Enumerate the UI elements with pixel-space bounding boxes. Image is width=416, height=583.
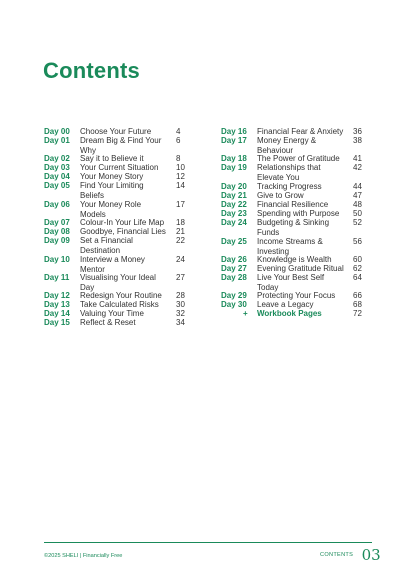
toc-page: 42 [353,163,362,172]
toc-page: 48 [353,200,362,209]
toc-page: 4 [176,127,181,136]
toc-label: Dream Big & Find Your Why [80,136,162,155]
toc-day: Day 04 [44,172,70,181]
toc-label: Take Calculated Risks [80,300,159,309]
toc-page: 30 [176,300,185,309]
page-number: 03 [361,546,381,564]
toc-page: 17 [176,200,185,209]
toc-label: Redesign Your Routine [80,291,162,300]
toc-label: Protecting Your Focus [257,291,336,300]
toc-page: 52 [353,218,362,227]
toc-day: Day 28 [221,273,247,282]
toc-label: Interview a Money Mentor [80,255,145,274]
toc-label: Financial Resilience [257,200,329,209]
toc-day: Day 11 [44,273,70,282]
footer-section-label: CONTENTS [320,552,354,558]
toc-page: 56 [353,237,362,246]
toc-label: Say it to Believe it [80,154,144,163]
toc-day: Day 15 [44,318,70,327]
toc-day: Day 26 [221,255,247,264]
toc-day: Day 16 [221,127,247,136]
toc-day: Day 17 [221,136,247,145]
toc-page: 10 [176,163,185,172]
toc-page: 22 [176,236,185,245]
toc-day: Day 22 [221,200,247,209]
toc-label: Your Current Situation [80,163,159,172]
toc-label: Leave a Legacy [257,300,314,309]
toc-label: Colour-In Your Life Map [80,218,165,227]
toc-page: 34 [176,318,185,327]
toc-day: Day 08 [44,227,70,236]
toc-page: 28 [176,291,185,300]
toc-label: Live Your Best Self Today [257,273,325,292]
toc-page: 14 [176,181,185,190]
toc-day: Day 25 [221,237,247,246]
toc-label: Your Money Role Models [80,200,142,219]
toc-day: Day 24 [221,218,247,227]
toc-page: 12 [176,172,185,181]
toc-page: 50 [353,209,362,218]
plus-icon: + [243,309,248,318]
toc-page: 72 [353,309,362,318]
toc-label: Reflect & Reset [80,318,136,327]
toc-day: Day 10 [44,255,70,264]
toc-label: The Power of Gratitude [257,154,340,163]
toc-day: Day 09 [44,236,70,245]
toc-label: Set a Financial Destination [80,236,133,255]
toc-day: Day 02 [44,154,70,163]
toc-day: Day 30 [221,300,247,309]
toc-label: Visualising Your Ideal Day [80,273,156,292]
toc-day: Day 14 [44,309,70,318]
toc-day: Day 21 [221,191,247,200]
toc-day: Day 00 [44,127,70,136]
toc-day: Day 20 [221,182,247,191]
page-title: Contents [43,58,140,83]
toc-label: Knowledge is Wealth [257,255,332,264]
toc-page: 41 [353,154,362,163]
toc-page: 44 [353,182,362,191]
toc-page: 6 [176,136,181,145]
toc-page: 68 [353,300,362,309]
toc-label: Workbook Pages [257,309,322,318]
toc-page: 47 [353,191,362,200]
toc-label: Spending with Purpose [257,209,340,218]
footer-copyright: ©2025 SHELI | Financially Free [44,553,123,559]
toc-label: Financial Fear & Anxiety [257,127,344,136]
toc-label: Give to Grow [257,191,304,200]
toc-page: 62 [353,264,362,273]
toc-label: Tracking Progress [257,182,322,191]
toc-page: 32 [176,309,185,318]
toc-page: 27 [176,273,185,282]
toc-label: Goodbye, Financial Lies [80,227,166,236]
toc-day: Day 06 [44,200,70,209]
toc-label: Evening Gratitude Ritual [257,264,344,273]
toc-page: 18 [176,218,185,227]
toc-label: Your Money Story [80,172,144,181]
toc-label: Money Energy & Behaviour [257,136,317,155]
toc-label: Find Your Limiting Beliefs [80,181,144,200]
toc-day: Day 01 [44,136,70,145]
footer-divider [44,542,372,543]
toc-day: Day 05 [44,181,70,190]
toc-day: Day 18 [221,154,247,163]
toc-page: 38 [353,136,362,145]
toc-page: 66 [353,291,362,300]
toc-page: 60 [353,255,362,264]
toc-day: Day 12 [44,291,70,300]
toc-label: Budgeting & Sinking Funds [257,218,330,237]
toc-day: Day 07 [44,218,70,227]
toc-day: Day 23 [221,209,247,218]
toc-day: Day 03 [44,163,70,172]
toc-page: 24 [176,255,185,264]
toc-page: 64 [353,273,362,282]
toc-label: Income Streams & Investing [257,237,323,256]
toc-day: Day 13 [44,300,70,309]
toc-page: 21 [176,227,185,236]
toc-day: Day 29 [221,291,247,300]
toc-label: Choose Your Future [80,127,152,136]
toc-day: Day 19 [221,163,247,172]
toc-label: Valuing Your Time [80,309,144,318]
footer-page-marker [320,546,381,565]
toc-page: 8 [176,154,181,163]
toc-page: 36 [353,127,362,136]
toc-label: Relationships that Elevate You [257,163,321,182]
toc-day: Day 27 [221,264,247,273]
